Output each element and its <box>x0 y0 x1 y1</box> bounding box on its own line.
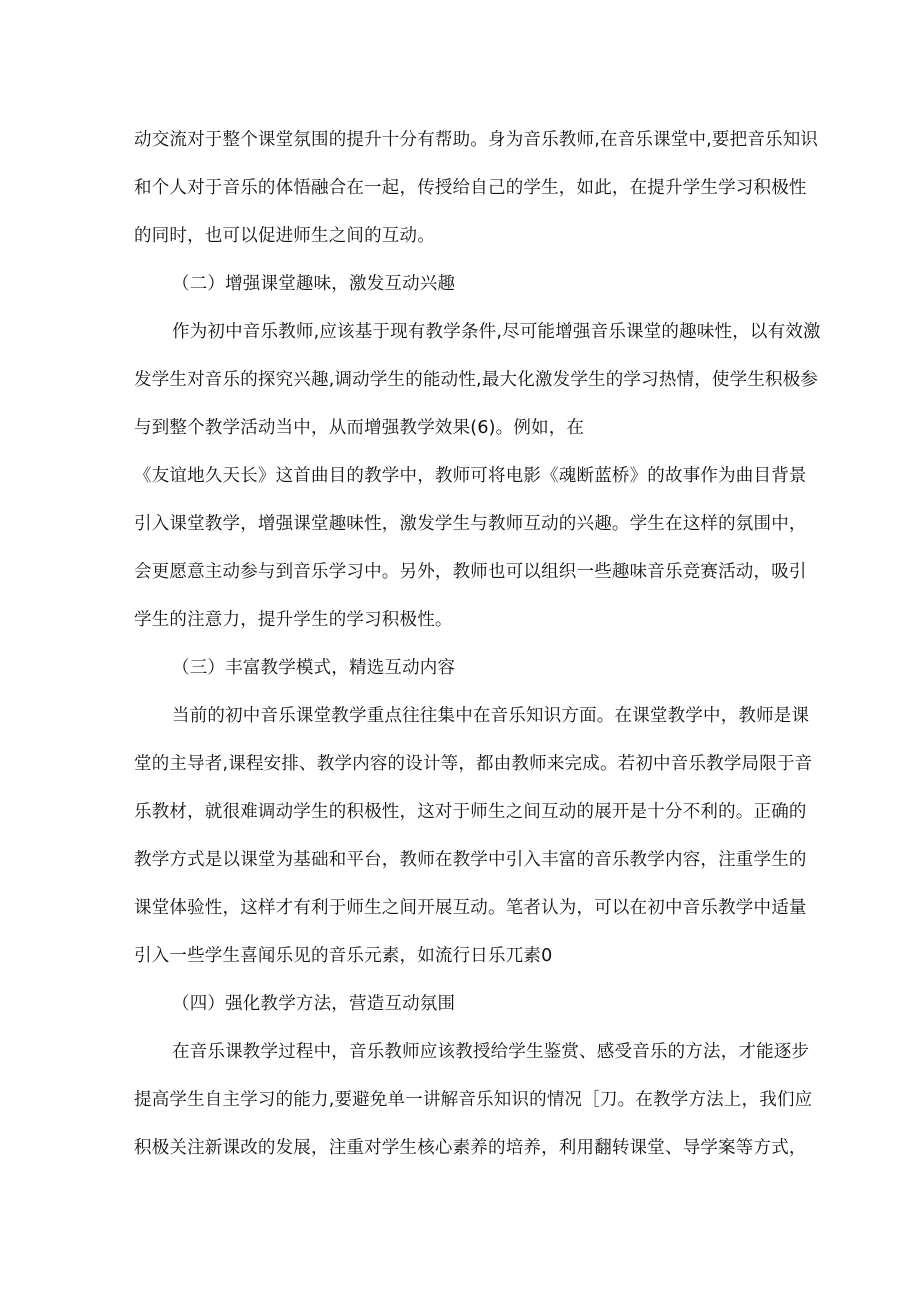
text-line: 与到整个教学活动当中，从而增强教学效果(6)。例如，在 <box>134 418 585 438</box>
text-line: 教学方式是以课堂为基础和平台，教师在教学中引入丰富的音乐教学内容，注重学生的 <box>134 850 807 870</box>
text-line: 会更愿意主动参与到音乐学习中。另外，教师也可以组织一些趣味音乐竞赛活动，吸引 <box>134 562 807 582</box>
text-line: 学生的注意力，提升学生的学习积极性。 <box>134 610 453 630</box>
text-line: 和个人对于音乐的体悟融合在一起，传授给自己的学生，如此，在提升学生学习积极性 <box>134 178 807 198</box>
text-line: 乐教材，就很难调动学生的积极性，这对于师生之间互动的展开是十分不利的。正确的 <box>134 802 807 822</box>
text-line: 发学生对音乐的探究兴趣,调动学生的能动性,最大化激发学生的学习热情，使学生积极参 <box>134 370 819 390</box>
text-line: 课堂体验性，这样才有利于师生之间开展互动。笔者认为，可以在初中音乐教学中适量 <box>134 898 807 918</box>
text-line: 提高学生自主学习的能力,要避免单一讲解音乐知识的情况［刀。在教学方法上，我们应 <box>134 1090 813 1110</box>
text-line: 引入一些学生喜闻乐见的音乐元素，如流行日乐兀素0 <box>134 946 553 966</box>
text-line: 《友谊地久天长》这首曲目的教学中，教师可将电影《魂断蓝桥》的故事作为曲目背景 <box>134 466 807 486</box>
section-heading: （三）丰富教学模式，精选互动内容 <box>172 658 456 678</box>
text-line: 积极关注新课改的发展，注重对学生核心素养的培养，利用翻转课堂、导学案等方式， <box>134 1138 807 1158</box>
paragraph-first-line: 作为初中音乐教师,应该基于现有教学条件,尽可能增强音乐课堂的趣味性，以有效激 <box>172 322 821 342</box>
paragraph-first-line: 当前的初中音乐课堂教学重点往往集中在音乐知识方面。在课堂教学中，教师是课 <box>172 706 810 726</box>
paragraph-first-line: 在音乐课教学过程中，音乐教师应该教授给学生鉴赏、感受音乐的方法，才能逐步 <box>172 1042 810 1062</box>
text-line: 的同时，也可以促进师生之间的互动。 <box>134 226 435 246</box>
text-line: 堂的主导者,课程安排、教学内容的设计等，都由教师来完成。若初中音乐教学局限于音 <box>134 754 813 774</box>
text-line: 动交流对于整个课堂氛围的提升十分有帮助。身为音乐教师,在音乐课堂中,要把音乐知识 <box>134 130 819 150</box>
text-line: 引入课堂教学，增强课堂趣味性，激发学生与教师互动的兴趣。学生在这样的氛围中， <box>134 514 807 534</box>
section-heading: （四）强化教学方法，营造互动氛围 <box>172 994 456 1014</box>
section-heading: （二）增强课堂趣味，激发互动兴趣 <box>172 274 456 294</box>
